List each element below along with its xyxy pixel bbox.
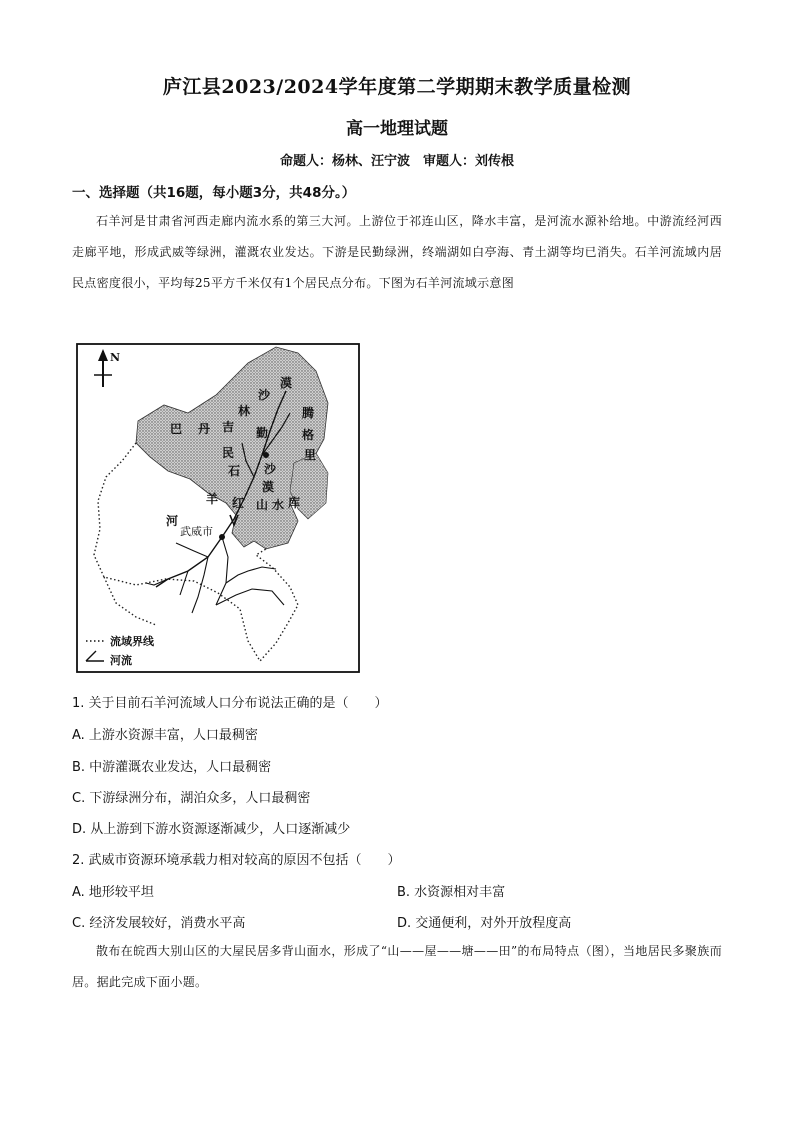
legend-boundary-label: 流域界线 bbox=[110, 635, 154, 648]
question-2-stem: 2. 武威市资源环境承载力相对较高的原因不包括（ ） bbox=[72, 853, 401, 868]
authors-line: 命题人：杨林、汪宁波 审题人：刘传根 bbox=[279, 154, 514, 169]
map-label-mo2: 漠 bbox=[262, 480, 275, 494]
passage-dabie-dwellings: 散布在皖西大别山区的大屋民居多背山面水，形成了“山——屋——塘——田”的布局特点（图），当地居民多聚族而居。据此完成下面小题。 bbox=[72, 944, 722, 989]
map-label-hong: 红 bbox=[232, 496, 245, 510]
minqin-dot bbox=[263, 452, 269, 458]
legend-river-label: 河流 bbox=[110, 654, 132, 667]
map-label-he: 河 bbox=[166, 514, 179, 528]
map-label-shi: 石 bbox=[228, 464, 241, 478]
map-label-sha: 沙 bbox=[258, 388, 271, 402]
north-label: N bbox=[110, 351, 121, 364]
wuwei-dot bbox=[219, 534, 225, 540]
wuwei-city-label: 武威市 bbox=[180, 525, 213, 538]
exam-subtitle: 高一地理试题 bbox=[346, 119, 448, 139]
map-label-yang: 羊 bbox=[206, 492, 219, 506]
map-label-li: 里 bbox=[304, 448, 317, 462]
map-label-lin: 林 bbox=[238, 404, 251, 418]
map-label-ge: 格 bbox=[302, 428, 315, 442]
map-label-shui: 水 bbox=[272, 498, 285, 512]
question-1-option-c: C. 下游绿洲分布，湖泊众多，人口最稠密 bbox=[72, 791, 311, 806]
question-2-option-d: D. 交通便利，对外开放程度高 bbox=[397, 916, 572, 931]
map-label-shan: 山 bbox=[256, 498, 269, 512]
question-1-stem: 1. 关于目前石羊河流域人口分布说法正确的是（ ） bbox=[72, 696, 388, 711]
map-label-ji: 吉 bbox=[222, 420, 235, 434]
question-2-option-b: B. 水资源相对丰富 bbox=[397, 885, 506, 900]
map-label-min: 民 bbox=[222, 446, 235, 460]
map-label-mo: 漠 bbox=[280, 376, 293, 390]
passage-shiyang-river: 石羊河是甘肃省河西走廊内流水系的第三大河。上游位于祁连山区，降水丰富，是河流水源补给地。中游流经河西走廊平地，形成武威等绿洲，灌溉农业发达。下游是民勤绿洲，终端湖如白亭海、青土湖等均已消失。石羊河流域内居民点密度很小，平均每25平方千米仅有1个居民点分布。下图为石羊河流域示意图 bbox=[72, 214, 722, 290]
map-label-dan: 丹 bbox=[198, 422, 211, 436]
map-label-ku: 库 bbox=[288, 496, 301, 510]
question-1-option-d: D. 从上游到下游水资源逐渐减少，人口逐渐减少 bbox=[72, 822, 351, 837]
exam-title: 庐江县2023/2024学年度第二学期期末教学质量检测 bbox=[162, 76, 632, 98]
map-label-ba: 巴 bbox=[170, 422, 183, 436]
map-label-teng: 腾 bbox=[302, 406, 315, 420]
map-label-qin: 勤 bbox=[256, 426, 269, 440]
question-2-option-a: A. 地形较平坦 bbox=[72, 885, 154, 900]
section-heading: 一、选择题（共16题，每小题3分，共48分。） bbox=[72, 185, 356, 201]
map-label-sha2: 沙 bbox=[264, 462, 277, 476]
question-1-option-a: A. 上游水资源丰富，人口最稠密 bbox=[72, 728, 258, 743]
question-2-option-c: C. 经济发展较好，消费水平高 bbox=[72, 916, 246, 931]
shiyang-river-basin-map bbox=[76, 343, 360, 673]
question-1-option-b: B. 中游灌溉农业发达，人口最稠密 bbox=[72, 760, 272, 775]
